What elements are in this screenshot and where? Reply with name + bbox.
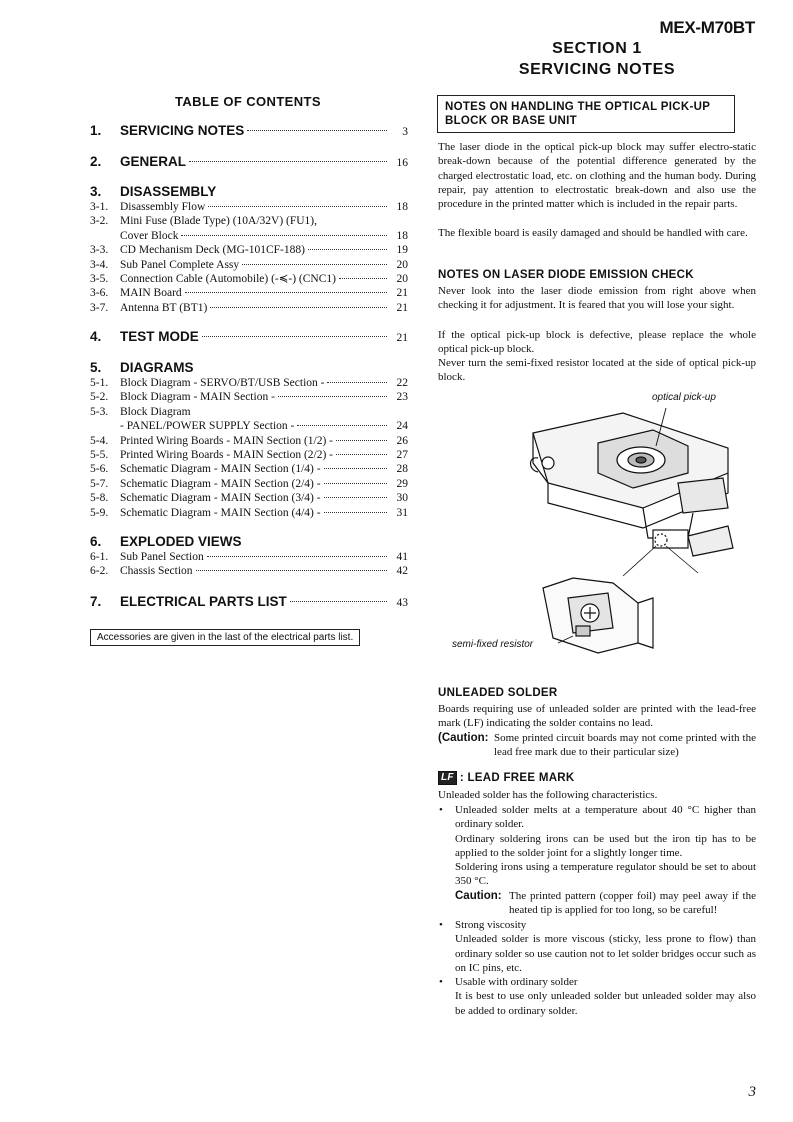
toc-subentry-number: 3-2. xyxy=(90,215,109,228)
toc-subentry-page: 28 xyxy=(396,463,408,476)
toc-entry-label: EXPLODED VIEWS xyxy=(120,534,242,549)
toc-entry-page: 3 xyxy=(402,126,408,138)
leader-dots xyxy=(324,483,387,484)
leader-dots xyxy=(339,278,387,279)
toc-subentry[interactable] xyxy=(90,214,408,228)
toc-subentry-number: 5-6. xyxy=(90,463,109,476)
toc-title: TABLE OF CONTENTS xyxy=(175,94,321,109)
lead-free-heading xyxy=(438,771,575,785)
leader-dots xyxy=(290,601,387,602)
toc-subentry[interactable] xyxy=(90,243,408,257)
toc-entry-number: 7. xyxy=(90,594,102,609)
toc-subentry-label: Block Diagram - SERVO/BT/USB Section - xyxy=(120,377,325,389)
toc-subentry[interactable] xyxy=(90,301,408,315)
toc-subentry-page: 19 xyxy=(396,244,408,257)
toc-subentry-page: 18 xyxy=(396,201,408,213)
toc-subentry-label: CD Mechanism Deck (MG-101CF-188) xyxy=(120,244,305,257)
toc-subentry-label: Sub Panel Section xyxy=(120,551,204,563)
toc-subentry[interactable] xyxy=(90,258,408,272)
bullet-text: Unleaded solder is more viscous (sticky, less prone to flow) than ordinary solder so use caution not to let solder bridges occur such as on IC pins, etc. xyxy=(455,933,756,974)
toc-entry-number: 6. xyxy=(90,534,102,549)
bullet-text: Strong viscosity xyxy=(455,919,527,931)
toc-subentry-label: Connection Cable (Automobile) (-≼-) (CNC1) xyxy=(120,273,336,285)
toc-subentry[interactable] xyxy=(90,419,408,433)
toc-entry-label: GENERAL xyxy=(120,154,187,169)
lead-free-intro: Unleaded solder has the following characteristics. xyxy=(438,789,658,801)
leader-dots xyxy=(189,161,387,162)
toc-subentry-number: 5-4. xyxy=(90,434,109,447)
toc-subentry[interactable] xyxy=(90,229,408,243)
leader-dots xyxy=(242,264,387,265)
toc-subentry-page: 27 xyxy=(396,449,408,461)
toc-subentry-label: Printed Wiring Boards - MAIN Section (1/2) - xyxy=(120,434,334,447)
toc-heading-disassembly[interactable] xyxy=(90,184,216,199)
toc-subentry-number: 5-3. xyxy=(90,405,109,418)
caution-label: Caution: xyxy=(455,889,502,902)
toc-subentry-page: 21 xyxy=(396,301,408,314)
optical-pickup-heading: NOTES ON HANDLING THE OPTICAL PICK-UP BLOCK OR BASE UNIT xyxy=(437,95,735,133)
toc-subentry[interactable] xyxy=(90,434,408,448)
section-number: SECTION 1 xyxy=(552,40,642,57)
leader-dots xyxy=(196,570,387,571)
toc-subentry-label: Antenna BT (BT1) xyxy=(120,301,208,314)
toc-subentry-page: 20 xyxy=(396,258,408,271)
toc-heading-diagrams[interactable] xyxy=(90,360,194,375)
toc-subentry-label: - PANEL/POWER SUPPLY Section - xyxy=(120,420,295,433)
toc-subentry-label: Printed Wiring Boards - MAIN Section (2/2) - xyxy=(120,449,334,461)
bullet-dot: • xyxy=(439,976,443,988)
toc-subentry-page: 30 xyxy=(396,492,408,505)
toc-entry-page: 16 xyxy=(396,157,408,169)
toc-entry-label: DISASSEMBLY xyxy=(120,184,217,199)
toc-subentry-number: 3-7. xyxy=(90,301,109,314)
toc-subentry[interactable] xyxy=(90,200,408,214)
toc-subentry-page: 18 xyxy=(396,229,408,242)
toc-subentry[interactable] xyxy=(90,390,408,404)
pickup-illustration xyxy=(438,388,758,663)
toc-subentry-number: 3-1. xyxy=(90,201,109,213)
bullet-caution xyxy=(455,889,756,918)
label-semi-fixed-resistor: semi-fixed resistor xyxy=(452,639,534,650)
leader-dots xyxy=(336,454,387,455)
unleaded-heading: UNLEADED SOLDER xyxy=(438,687,558,699)
toc-subentry-page: 24 xyxy=(396,420,408,433)
optical-paragraph-2: The flexible board is easily damaged and should be handled with care. xyxy=(438,227,748,239)
toc-subentry-label: Mini Fuse (Blade Type) (10A/32V) (FU1), xyxy=(120,215,318,228)
toc-subentry[interactable] xyxy=(90,477,408,491)
accessories-note: Accessories are given in the last of the electrical parts list. xyxy=(90,629,360,646)
toc-subentry-label: Schematic Diagram - MAIN Section (3/4) - xyxy=(120,492,321,505)
bullet-text: Ordinary soldering irons can be used but the iron tip has to be applied to the solder joint for a slightly longer time. xyxy=(455,832,756,859)
toc-entry-number: 1. xyxy=(90,123,102,138)
bullet-text: Unleaded solder melts at a temperature about 40 °C higher than ordinary solder. xyxy=(455,804,756,831)
toc-subentry-label: Sub Panel Complete Assy xyxy=(120,258,240,271)
toc-entry-number: 5. xyxy=(90,360,102,375)
toc-subentry[interactable] xyxy=(90,272,408,286)
toc-subentry-page: 21 xyxy=(396,287,408,300)
toc-subentry[interactable] xyxy=(90,550,408,564)
toc-subentry-label: Chassis Section xyxy=(120,565,193,578)
toc-entry-label: TEST MODE xyxy=(120,329,199,344)
toc-subentry[interactable] xyxy=(90,405,408,419)
toc-subentry[interactable] xyxy=(90,376,408,390)
bullet-text: Soldering irons using a temperature regulator should be set to about 350 °C. xyxy=(455,861,756,888)
toc-subentry-label: Block Diagram xyxy=(120,405,191,418)
page-number: 3 xyxy=(748,1084,756,1100)
bullet-text: It is best to use only unleaded solder but unleaded solder may also be added to ordinary solder. xyxy=(455,990,756,1017)
toc-subentry-number: 3-4. xyxy=(90,258,109,271)
leader-dots xyxy=(208,206,387,207)
toc-subentry-number: 5-2. xyxy=(90,391,109,404)
toc-entry-label: DIAGRAMS xyxy=(120,360,194,375)
toc-entry-servicing-notes[interactable] xyxy=(90,123,408,138)
toc-entry-number: 2. xyxy=(90,154,102,169)
toc-subentry-label: MAIN Board xyxy=(120,287,182,300)
leader-dots xyxy=(181,235,387,236)
leader-dots xyxy=(336,440,387,441)
leader-dots xyxy=(324,468,387,469)
toc-subentry-number: 5-7. xyxy=(90,477,109,490)
toc-entry-page: 43 xyxy=(396,597,408,609)
toc-subentry[interactable] xyxy=(90,564,408,578)
model-name: MEX-M70BT xyxy=(659,18,755,37)
toc-subentry-page: 42 xyxy=(396,565,408,578)
toc-subentry-number: 3-5. xyxy=(90,273,109,285)
toc-heading-exploded-views[interactable] xyxy=(90,534,242,549)
toc-subentry-number: 5-1. xyxy=(90,377,109,389)
section-title: SERVICING NOTES xyxy=(518,61,676,78)
leader-dots xyxy=(297,425,387,426)
toc-subentry-label: Disassembly Flow xyxy=(120,201,206,213)
toc-subentry-number: 6-2. xyxy=(90,565,109,578)
bullet-text: Usable with ordinary solder xyxy=(455,976,578,988)
toc-subentry[interactable] xyxy=(90,462,408,476)
bullet-dot: • xyxy=(439,919,443,931)
laser-paragraph-1: Never look into the laser diode emission from right above when checking it for adjustment. It is feared that you will lose your sight. xyxy=(438,285,756,312)
unleaded-caution xyxy=(438,731,756,760)
toc-subentry-number: 5-5. xyxy=(90,449,109,461)
leader-dots xyxy=(308,249,387,250)
caution-label: (Caution: xyxy=(438,732,489,744)
toc-entry-label: ELECTRICAL PARTS LIST xyxy=(120,594,287,609)
leader-dots xyxy=(324,497,387,498)
toc-subentry-label: Block Diagram - MAIN Section - xyxy=(120,391,275,404)
toc-subentry-label: Cover Block xyxy=(120,229,179,242)
toc-subentry-page: 20 xyxy=(396,273,408,285)
leader-dots xyxy=(210,307,387,308)
toc-entry-label: SERVICING NOTES xyxy=(120,123,245,138)
laser-paragraph-3: Never turn the semi-fixed resistor located at the side of optical pick-up block. xyxy=(438,357,756,384)
toc-subentry-page: 29 xyxy=(396,477,408,490)
leader-dots xyxy=(185,292,387,293)
leader-dots xyxy=(247,130,387,131)
lead-free-icon: LF xyxy=(438,771,457,785)
toc-subentry-number: 3-6. xyxy=(90,287,109,300)
label-optical-pickup: optical pick-up xyxy=(652,392,716,403)
bullet-dot: • xyxy=(439,804,443,816)
laser-paragraph-2: If the optical pick-up block is defective, please replace the whole optical pick-up block. xyxy=(438,329,756,356)
laser-heading: NOTES ON LASER DIODE EMISSION CHECK xyxy=(438,269,694,281)
unleaded-paragraph: Boards requiring use of unleaded solder are printed with the lead-free mark (LF) indicating the solder contains no lead. xyxy=(438,703,756,730)
toc-subentry-label: Schematic Diagram - MAIN Section (1/4) - xyxy=(120,463,321,476)
toc-subentry-page: 41 xyxy=(396,551,408,563)
lead-free-title: : LEAD FREE MARK xyxy=(459,772,575,784)
toc-entry-number: 3. xyxy=(90,184,102,199)
leader-dots xyxy=(207,556,387,557)
leader-dots xyxy=(327,382,387,383)
bullet-melting-point xyxy=(438,803,756,917)
leader-dots xyxy=(278,396,387,397)
toc-subentry-label: Schematic Diagram - MAIN Section (4/4) - xyxy=(120,506,321,519)
toc-subentry-page: 23 xyxy=(396,391,408,404)
toc-subentry-number: 6-1. xyxy=(90,551,109,563)
leader-dots xyxy=(324,512,387,513)
toc-subentry[interactable] xyxy=(90,506,408,520)
toc-subentry-page: 26 xyxy=(396,434,408,447)
pickup-drawing xyxy=(438,388,758,663)
toc-subentry-number: 3-3. xyxy=(90,244,109,257)
optical-paragraph-1: The laser diode in the optical pick-up block may suffer electro-static break-down because of the potential difference generated by the charged electrostatic load, etc. on clothing and the human body. During repair, pay attention to electrostatic break-down and also use the procedure in the printed matter which is included in the repair parts. xyxy=(438,141,756,211)
toc-subentry-page: 31 xyxy=(396,506,408,519)
leader-dots xyxy=(202,336,387,337)
toc-subentry-page: 22 xyxy=(396,377,408,389)
toc-entry-general[interactable] xyxy=(90,154,408,169)
toc-subentry-number: 5-9. xyxy=(90,506,109,519)
bullet-ordinary-solder xyxy=(438,975,756,1018)
toc-subentry[interactable] xyxy=(90,448,408,462)
toc-entry-electrical-parts-list[interactable] xyxy=(90,594,408,609)
toc-subentry-number: 5-8. xyxy=(90,492,109,505)
toc-subentry[interactable] xyxy=(90,286,408,300)
toc-entry-page: 21 xyxy=(396,332,408,344)
bullet-viscosity xyxy=(438,918,756,975)
toc-subentry[interactable] xyxy=(90,491,408,505)
toc-subentry-label: Schematic Diagram - MAIN Section (2/4) - xyxy=(120,477,321,490)
caution-text: The printed pattern (copper foil) may peel away if the heated tip is applied for too long, so be careful! xyxy=(509,889,756,917)
caution-text: Some printed circuit boards may not come printed with the lead free mark due to their particular size) xyxy=(494,732,756,759)
toc-entry-test-mode[interactable] xyxy=(90,329,408,344)
toc-entry-number: 4. xyxy=(90,329,102,344)
